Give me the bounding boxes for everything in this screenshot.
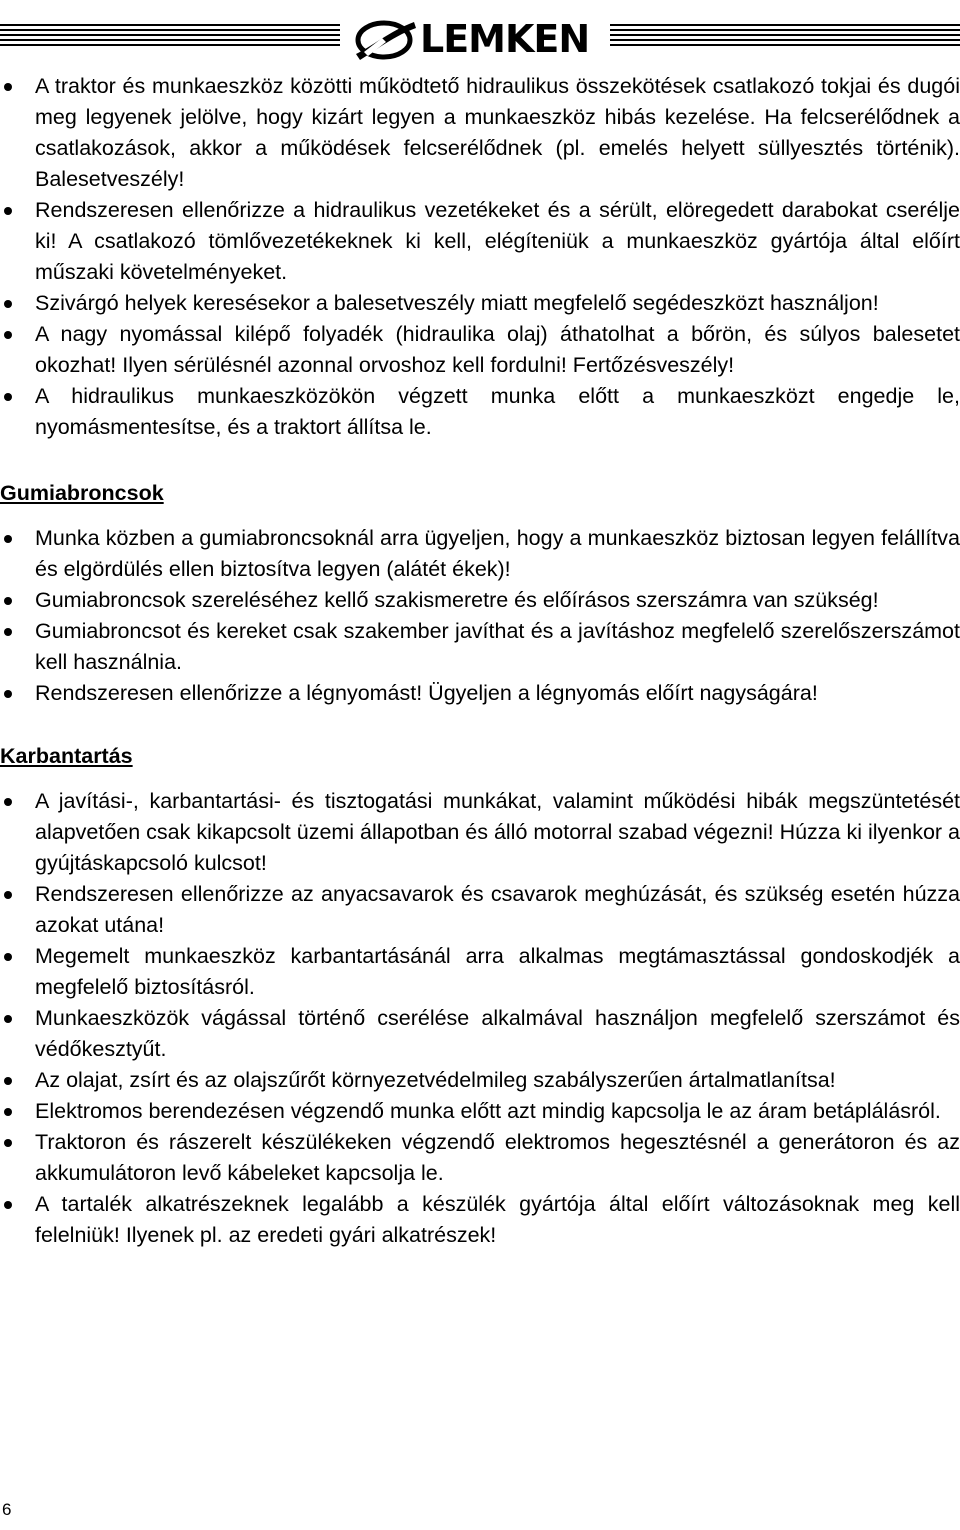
list-item: Gumiabroncsok szereléséhez kellő szakismeretre és előírásos szerszámra van szükség! (0, 585, 960, 616)
page-header (0, 14, 960, 64)
brand-logo (352, 14, 589, 64)
hydraulics-list (0, 71, 960, 443)
list-item: A javítási-, karbantartási- és tisztogatási munkákat, valamint működési hibák megszüntetését alapvetően csak kikapcsolt üzemi állapotban és álló motorral szabad végezni! Húzza ki ilyenkor a gyújtáskapcsoló kulcsot! (0, 786, 960, 879)
header-rule-right (610, 24, 960, 50)
maintenance-list (0, 786, 960, 1251)
list-item: Megemelt munkaeszköz karbantartásánál arra alkalmas megtámasztással gondoskodjék a megfelelő biztosításról. (0, 941, 960, 1003)
section-heading-maintenance: Karbantartás (0, 744, 133, 768)
list-item: Szivárgó helyek keresésekor a balesetveszély miatt megfelelő segédeszközt használjon! (0, 288, 960, 319)
list-item: Traktoron és rászerelt készülékeken végzendő elektromos hegesztésnél a generátoron és az akkumulátoron levő kábeleket kapcsolja le. (0, 1127, 960, 1189)
header-rule-left (0, 24, 340, 50)
list-item: Rendszeresen ellenőrizze a hidraulikus vezetékeket és a sérült, elöregedett darabokat cserélje ki! A csatlakozó tömlővezetékeknek ki kell, elégíteniük a munkaeszköz gyártója által előírt műszaki követelményeket. (0, 195, 960, 288)
section-heading-tyres: Gumiabroncsok (0, 481, 164, 505)
document-body (0, 71, 960, 1251)
page-number: 6 (2, 1500, 12, 1519)
list-item: Munka közben a gumiabroncsoknál arra ügyeljen, hogy a munkaeszköz biztosan legyen felállítva és elgördülés ellen biztosítva legyen (alátét ékek)! (0, 523, 960, 585)
list-item: A traktor és munkaeszköz közötti működtető hidraulikus összekötések csatlakozó tokjai és dugói meg legyenek jelölve, hogy kizárt legyen a munkaeszköz hibás kezelése. Ha felcserélődnek a csatlakozások, akkor a működések felcserélődnek (pl. emelés helyett süllyesztés történik). Balesetveszély! (0, 71, 960, 195)
list-item: Az olajat, zsírt és az olajszűrőt környezetvédelmileg szabályszerűen ártalmatlanítsa! (0, 1065, 960, 1096)
list-item: Elektromos berendezésen végzendő munka előtt azt mindig kapcsolja le az áram betáplálásról. (0, 1096, 960, 1127)
lemken-logo-mark-icon (352, 16, 418, 62)
list-item: Munkaeszközök vágással történő cserélése alkalmával használjon megfelelő szerszámot és védőkesztyűt. (0, 1003, 960, 1065)
list-item: A nagy nyomással kilépő folyadék (hidraulika olaj) áthatolhat a bőrön, és súlyos balesetet okozhat! Ilyen sérülésnél azonnal orvoshoz kell fordulni! Fertőzésveszély! (0, 319, 960, 381)
brand-name: LEMKEN (420, 17, 590, 61)
list-item: Rendszeresen ellenőrizze az anyacsavarok és csavarok meghúzását, és szükség esetén húzza azokat utána! (0, 879, 960, 941)
list-item: A hidraulikus munkaeszközökön végzett munka előtt a munkaeszközt engedje le, nyomásmentesítse, és a traktort állítsa le. (0, 381, 960, 443)
tyres-list (0, 523, 960, 709)
list-item: Rendszeresen ellenőrizze a légnyomást! Ügyeljen a légnyomás előírt nagyságára! (0, 678, 960, 709)
list-item: A tartalék alkatrészeknek legalább a készülék gyártója által előírt változásoknak meg kell felelniük! Ilyenek pl. az eredeti gyári alkatrészek! (0, 1189, 960, 1251)
list-item: Gumiabroncsot és kereket csak szakember javíthat és a javításhoz megfelelő szerelőszerszámot kell használnia. (0, 616, 960, 678)
